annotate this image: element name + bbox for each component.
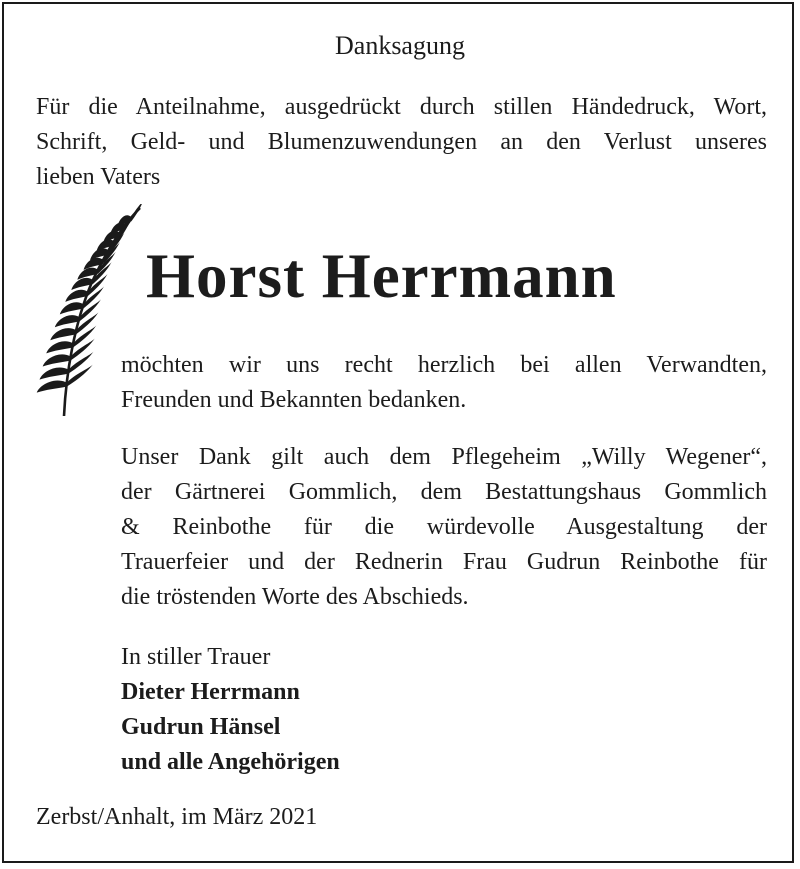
- deceased-name: Horst Herrmann: [146, 241, 617, 311]
- thanks-line: möchten wir uns recht herzlich bei allen Verwandten,: [121, 352, 767, 378]
- signatory-name: Dieter Herrmann: [121, 679, 300, 705]
- intro-line: Schrift, Geld- und Blumenzuwendungen an den Verlust unseres: [36, 129, 767, 155]
- signatory-name: Gudrun Hänsel: [121, 714, 281, 740]
- fern-leaflet: [37, 381, 67, 393]
- signatory-name: und alle Angehörigen: [121, 749, 340, 775]
- signature-intro: In stiller Trauer: [121, 644, 271, 670]
- thanks-paragraph: [121, 348, 767, 418]
- intro-line: lieben Vaters: [36, 164, 161, 190]
- fern-leaflet: [131, 204, 143, 221]
- gratitude-line: Unser Dank gilt auch dem Pflegeheim „Willy Wegener“,: [121, 444, 767, 470]
- intro-line: Für die Anteilnahme, ausgedrückt durch stillen Händedruck, Wort,: [36, 94, 767, 120]
- intro-paragraph: [36, 90, 767, 195]
- gratitude-line: die tröstenden Worte des Abschieds.: [121, 584, 469, 610]
- fern-leaflet: [43, 354, 71, 366]
- gratitude-paragraph: [121, 440, 767, 615]
- signature-block: [121, 640, 340, 780]
- gratitude-line: der Gärtnerei Gommlich, dem Bestattungshaus Gommlich: [121, 479, 767, 505]
- gratitude-line: & Reinbothe für die würdevolle Ausgestaltung der: [121, 514, 767, 540]
- place-date: Zerbst/Anhalt, im März 2021: [36, 804, 318, 830]
- fern-leaflet: [46, 341, 73, 353]
- fern-leaflet: [50, 328, 76, 340]
- fern-leaflet: [40, 368, 69, 380]
- notice-title: Danksagung: [335, 31, 465, 60]
- thanks-line: Freunden und Bekannten bedanken.: [121, 387, 467, 413]
- gratitude-line: Trauerfeier und der Rednerin Frau Gudrun Reinbothe für: [121, 549, 767, 575]
